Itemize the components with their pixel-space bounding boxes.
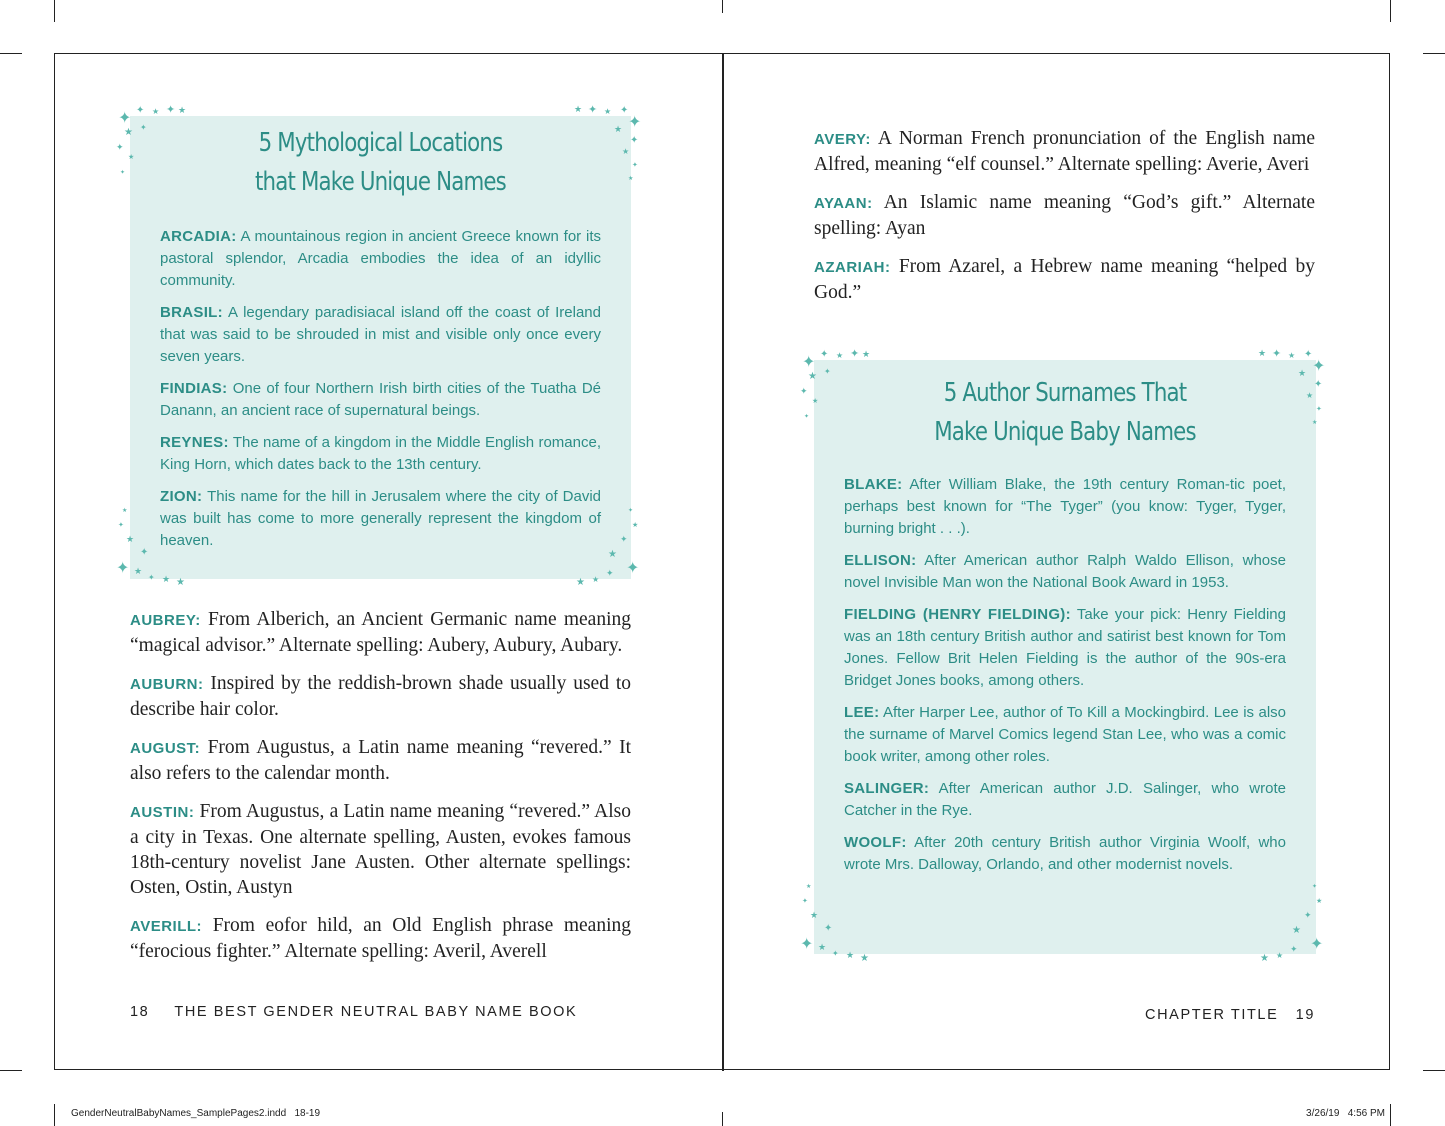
spine-divider [722,53,724,1071]
entry-text: After American author J.D. Salinger, who wrote Catcher in the Rye. [844,780,1286,819]
sidebar-entry [844,778,1286,822]
mythological-locations-sidebar [130,116,631,579]
entry-text: An Islamic name meaning “God’s gift.” Alternate spelling: Ayan [814,192,1315,239]
name-entry [130,671,631,722]
star-cluster-icon: ★ ✦ ★ ✦ ✦ ★ ✦ ★ ✦ ★ [574,103,642,182]
name-entry [814,254,1315,305]
entry-term: LEE: [844,704,880,721]
entry-term: FINDIAS: [160,380,228,397]
entry-term: REYNES: [160,434,229,451]
sidebar-entry [160,432,601,476]
entry-text: After 20th century British author Virginia Woolf, who wrote Mrs. Dalloway, Orlando, and other modernist novels. [844,834,1286,873]
name-entry [130,735,631,786]
sidebar-entry [844,832,1286,876]
entry-text: The name of a kingdom in the Middle English romance, King Horn, which dates back to the 13th century. [160,434,601,473]
slug-timestamp: 3/26/19 4:56 PM [1306,1108,1385,1119]
entry-term: BLAKE: [844,476,903,493]
entry-text: After American author Ralph Waldo Ellison, whose novel Invisible Man won the National Book Award in 1953. [844,552,1286,591]
name-entry [814,126,1315,177]
sidebar-title-line: 5 Mythological Locations [258,128,503,158]
running-head-chapter-title: CHAPTER TITLE [1145,1007,1279,1023]
entry-term: ZION: [160,488,203,505]
name-entry [814,190,1315,241]
star-cluster-icon: ✦ ★ ✦ ★ ✦ ✦ ★ ★ [576,507,640,588]
sidebar-entry [160,226,601,292]
sidebar-entry [844,604,1286,692]
crop-mark [1423,53,1445,54]
author-surnames-sidebar [814,360,1316,954]
slug-filename: GenderNeutralBabyNames_SamplePages2.indd 18-19 [71,1108,321,1119]
crop-mark [54,0,55,22]
right-page-footer [1145,1007,1315,1023]
left-page-footer [130,1004,577,1020]
sidebar-title [200,124,562,202]
entry-term: AUBREY: [130,612,201,629]
star-cluster-icon: ★ ✦ ★ ✦ ✦ ★ ✦ ★ ✦ ★ [1258,347,1326,426]
entry-term: AVERY: [814,131,871,148]
crop-mark [722,0,723,13]
entry-term: SALINGER: [844,780,930,797]
star-cluster-icon: ★ ✦ ★ ✦ ✦ ★ ✦ ★ ★ [800,883,869,964]
right-page-entries [814,126,1315,318]
star-cluster-icon: ★ ✦ ★ ✦ ✦ ★ ✦ ★ ★ [116,507,185,588]
crop-mark [0,1070,22,1071]
left-page-entries [130,607,631,977]
running-head-book-title: THE BEST GENDER NEUTRAL BABY NAME BOOK [174,1004,578,1020]
entry-text: This name for the hill in Jerusalem where the city of David was built has come to more generally represent the kingdom of heaven. [160,488,601,549]
entry-text: From Augustus, a Latin name meaning “revered.” Also a city in Texas. One alternate spelling, Austen, evokes famous 18th-century novelist Jane Austen. Other alternate spellings: Osten, Ostin, Austyn [130,801,631,898]
crop-mark [1423,1070,1445,1071]
entry-term: AUSTIN: [130,804,195,821]
entry-text: From eofor hild, an Old English phrase meaning “ferocious fighter.” Alternate spelling: Averil, Averell [130,915,631,962]
entry-text: Inspired by the reddish-brown shade usually used to describe hair color. [130,673,631,720]
name-entry [130,607,631,658]
sidebar-title [884,374,1246,452]
entry-text: From Alberich, an Ancient Germanic name meaning “magical advisor.” Alternate spelling: Aubery, Aubury, Aubary. [130,609,631,656]
entry-term: AUBURN: [130,676,204,693]
entry-term: BRASIL: [160,304,223,321]
sidebar-entry [844,702,1286,768]
name-entry [130,913,631,964]
entry-term: ARCADIA: [160,228,237,245]
sidebar-title-line: 5 Author Surnames That [943,378,1187,408]
entry-text: From Augustus, a Latin name meaning “revered.” It also refers to the calendar month. [130,737,631,784]
name-entry [130,799,631,900]
entry-text: A Norman French pronunciation of the English name Alfred, meaning “elf counsel.” Alternate spelling: Averie, Averi [814,128,1315,175]
entry-term: WOOLF: [844,834,907,851]
sidebar-entry [844,550,1286,594]
entry-term: ELLISON: [844,552,917,569]
entry-term: AVERILL: [130,918,203,935]
entry-term: AUGUST: [130,740,201,757]
sidebar-entry [844,474,1286,540]
crop-mark [722,1112,723,1126]
entry-text: One of four Northern Irish birth cities of the Tuatha Dé Danann, an ancient race of supernatural beings. [160,380,601,419]
entry-term: AZARIAH: [814,259,891,276]
entry-text: From Azarel, a Hebrew name meaning “helped by God.” [814,256,1315,303]
crop-mark [1390,0,1391,22]
sidebar-entry [160,302,601,368]
page-number: 19 [1295,1007,1315,1023]
crop-mark [0,53,22,54]
entry-text: After Harper Lee, author of To Kill a Mockingbird. Lee is also the surname of Marvel Comics legend Stan Lee, who was a comic book writer, among other roles. [844,704,1286,765]
entry-term: AYAAN: [814,195,873,212]
crop-mark [1390,1104,1391,1126]
page-number: 18 [130,1004,150,1020]
sidebar-entry [160,486,601,552]
entry-text: After William Blake, the 19th century Roman-tic poet, perhaps best known for “The Tyger” (you know: Tyger, Tyger, burning bright . . .). [844,476,1286,537]
star-cluster-icon: ✦ ✦ ★ ✦ ★ ★ ✦ ✦ ★ ✦ [800,347,871,420]
entry-term: FIELDING (HENRY FIELDING): [844,606,1071,623]
sidebar-entry [160,378,601,422]
entry-text: Take your pick: Henry Fielding was an 18th century British author and satirist best known for Tom Jones. Fellow Brit Helen Fielding is the author of the 90s-era Bridget Jones books, among others. [844,606,1286,689]
star-cluster-icon: ✦ ✦ ★ ✦ ★ ★ ✦ ✦ ★ ✦ [116,103,187,176]
entry-text: A mountainous region in ancient Greece known for its pastoral splendor, Arcadia embodies the idea of an idyllic community. [160,228,601,289]
crop-mark [54,1104,55,1126]
entry-text: A legendary paradisiacal island off the coast of Ireland that was said to be shrouded in mist and visible only once every seven years. [160,304,601,365]
sidebar-title-line: that Make Unique Names [255,167,506,197]
sidebar-title-line: Make Unique Baby Names [934,417,1196,447]
star-cluster-icon: ✦ ★ ✦ ★ ✦ ✦ ★ ★ [1260,883,1324,964]
